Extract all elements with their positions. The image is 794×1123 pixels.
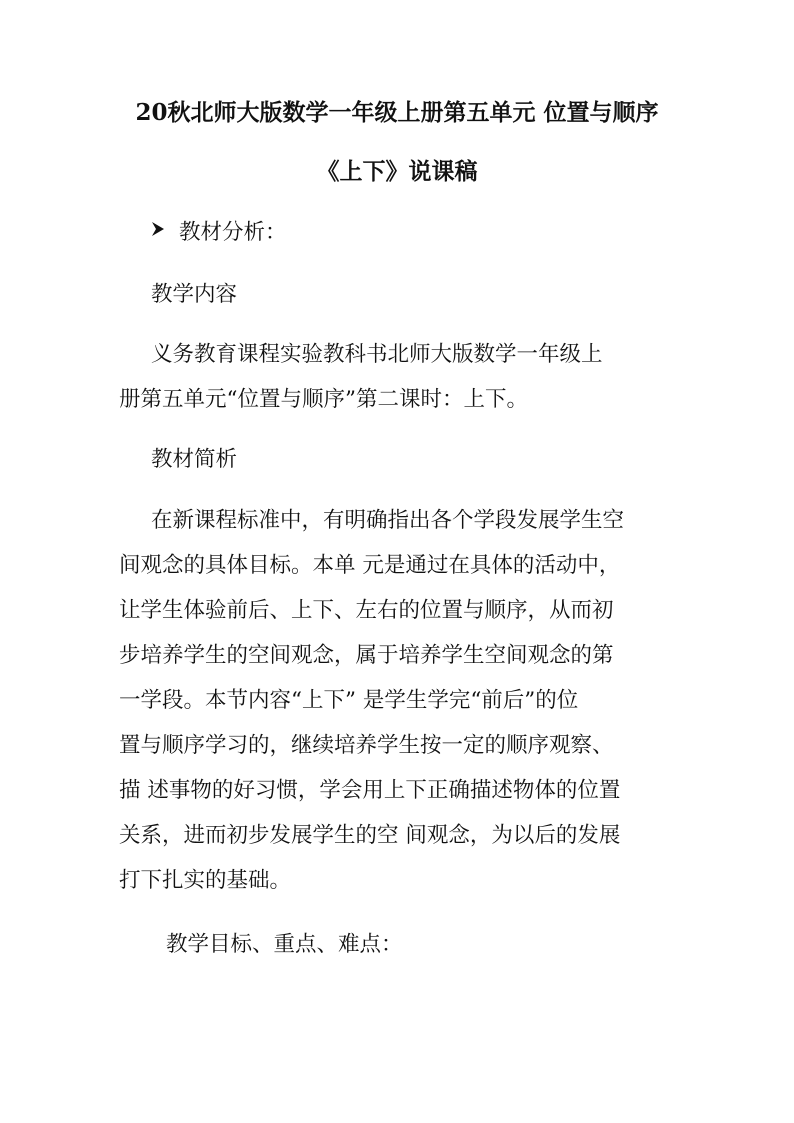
document-title-line-2: 《上下》说课稿 [316,158,478,185]
paragraph-line: 义务教育课程实验教科书北师大版数学一年级上 [151,342,603,367]
heading-teaching-content: 教学内容 [151,282,238,307]
paragraph-line: 打下扎实的基础。 [119,868,292,893]
heading-textbook-analysis: 教材简析 [151,447,238,472]
document-title-line-1: 20秋北师大版数学一年级上册第五单元 位置与顺序 [135,99,659,126]
section-heading-textbook-analysis [151,217,287,248]
heading-objectives: 教学目标、重点、难点： [166,932,403,957]
paragraph-line: 在新课程标准中，有明确指出各个学段发展学生空 [151,508,625,533]
paragraph-line: 册第五单元“位置与顺序”第二课时：上下。 [119,387,528,412]
paragraph-line: 间观念的具体目标。本单 元是通过在具体的活动中， [119,553,621,578]
paragraph-line: 置与顺序学习的，继续培养学生按一定的顺序观察、 [119,733,614,758]
section-label: 教材分析： [179,220,287,245]
paragraph-line: 关系，进而初步发展学生的空 间观念，为以后的发展 [119,823,621,848]
paragraph-line: 让学生体验前后、上下、左右的位置与顺序，从而初 [119,598,614,623]
paragraph-line: 步培养学生的空间观念，属于培养学生空间观念的第 [119,643,614,668]
paragraph-line: 一学段。本节内容“上下” 是学生学完“前后”的位 [119,688,579,713]
arrow-bullet-icon [151,217,165,247]
paragraph-line: 描 述事物的好习惯，学会用上下正确描述物体的位置 [119,778,621,803]
